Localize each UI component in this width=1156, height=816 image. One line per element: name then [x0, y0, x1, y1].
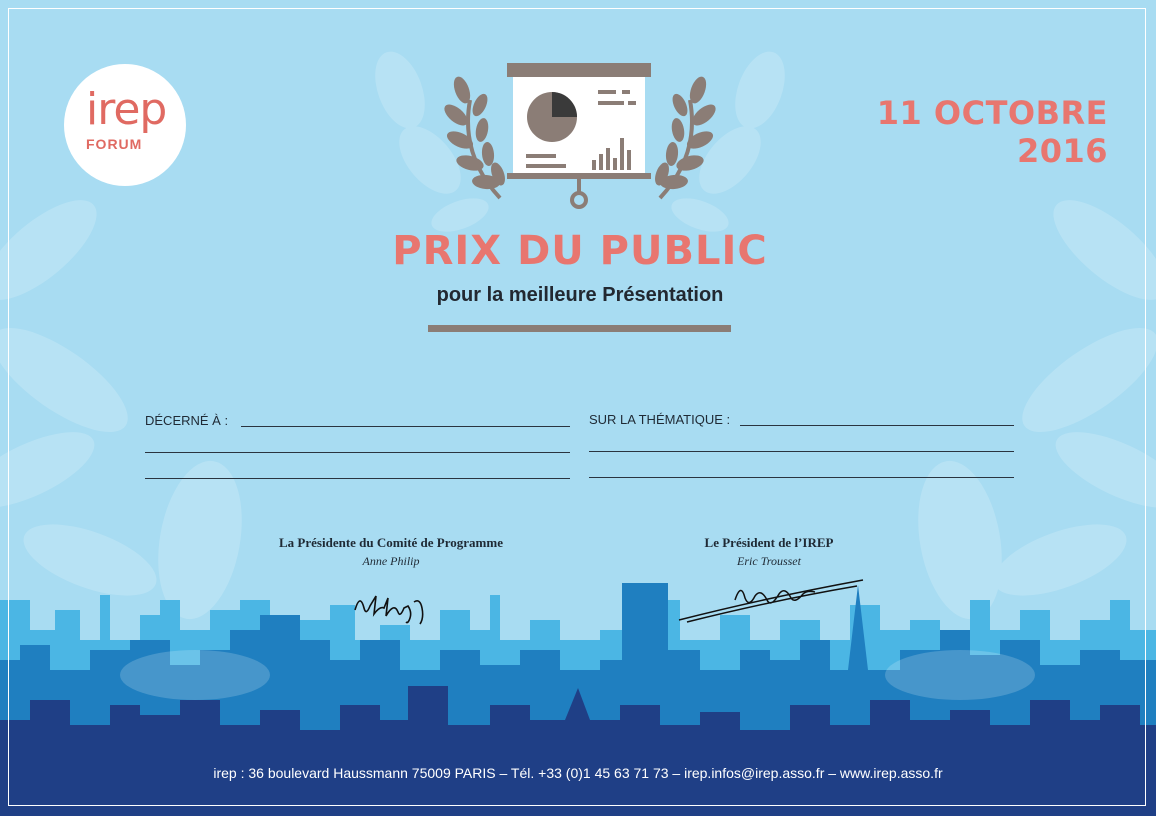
theme-line-1[interactable]: [740, 425, 1014, 426]
awarded-to-line-2[interactable]: [145, 452, 570, 453]
prize-title: PRIX DU PUBLIC: [392, 228, 768, 274]
signature-block-right: [619, 535, 919, 569]
awarded-to-line-3[interactable]: [145, 478, 570, 479]
awarded-to-line-1[interactable]: [241, 426, 570, 427]
signature-left-image: [350, 588, 445, 628]
signatory-name-right: Eric Trousset: [737, 554, 801, 568]
prize-subtitle: pour la meilleure Présentation: [436, 284, 724, 306]
theme-label: SUR LA THÉMATIQUE :: [589, 412, 731, 427]
footer-contact: irep : 36 boulevard Haussmann 75009 PARIS – Tél. +33 (0)1 45 63 71 73 – irep.infos@irep.asso.fr – www.irep.asso.fr: [213, 765, 943, 781]
signatory-role-left: La Présidente du Comité de Programme: [279, 535, 503, 550]
presentation-board-icon: [440, 60, 720, 210]
logo-brand-text: irep: [86, 84, 167, 135]
signature-block-left: [241, 535, 541, 569]
theme-line-3[interactable]: [589, 477, 1014, 478]
awarded-to-label: DÉCERNÉ À :: [145, 413, 229, 428]
title-divider: [428, 325, 731, 332]
logo-sub-text: FORUM: [86, 136, 143, 152]
irep-forum-logo: [64, 64, 186, 186]
theme-line-2[interactable]: [589, 451, 1014, 452]
signatory-name-left: Anne Philip: [362, 554, 420, 568]
event-date: 11 OCTOBRE 2016: [876, 94, 1108, 170]
signature-right-image: [675, 578, 870, 628]
signatory-role-right: Le Président de l’IREP: [704, 535, 834, 550]
